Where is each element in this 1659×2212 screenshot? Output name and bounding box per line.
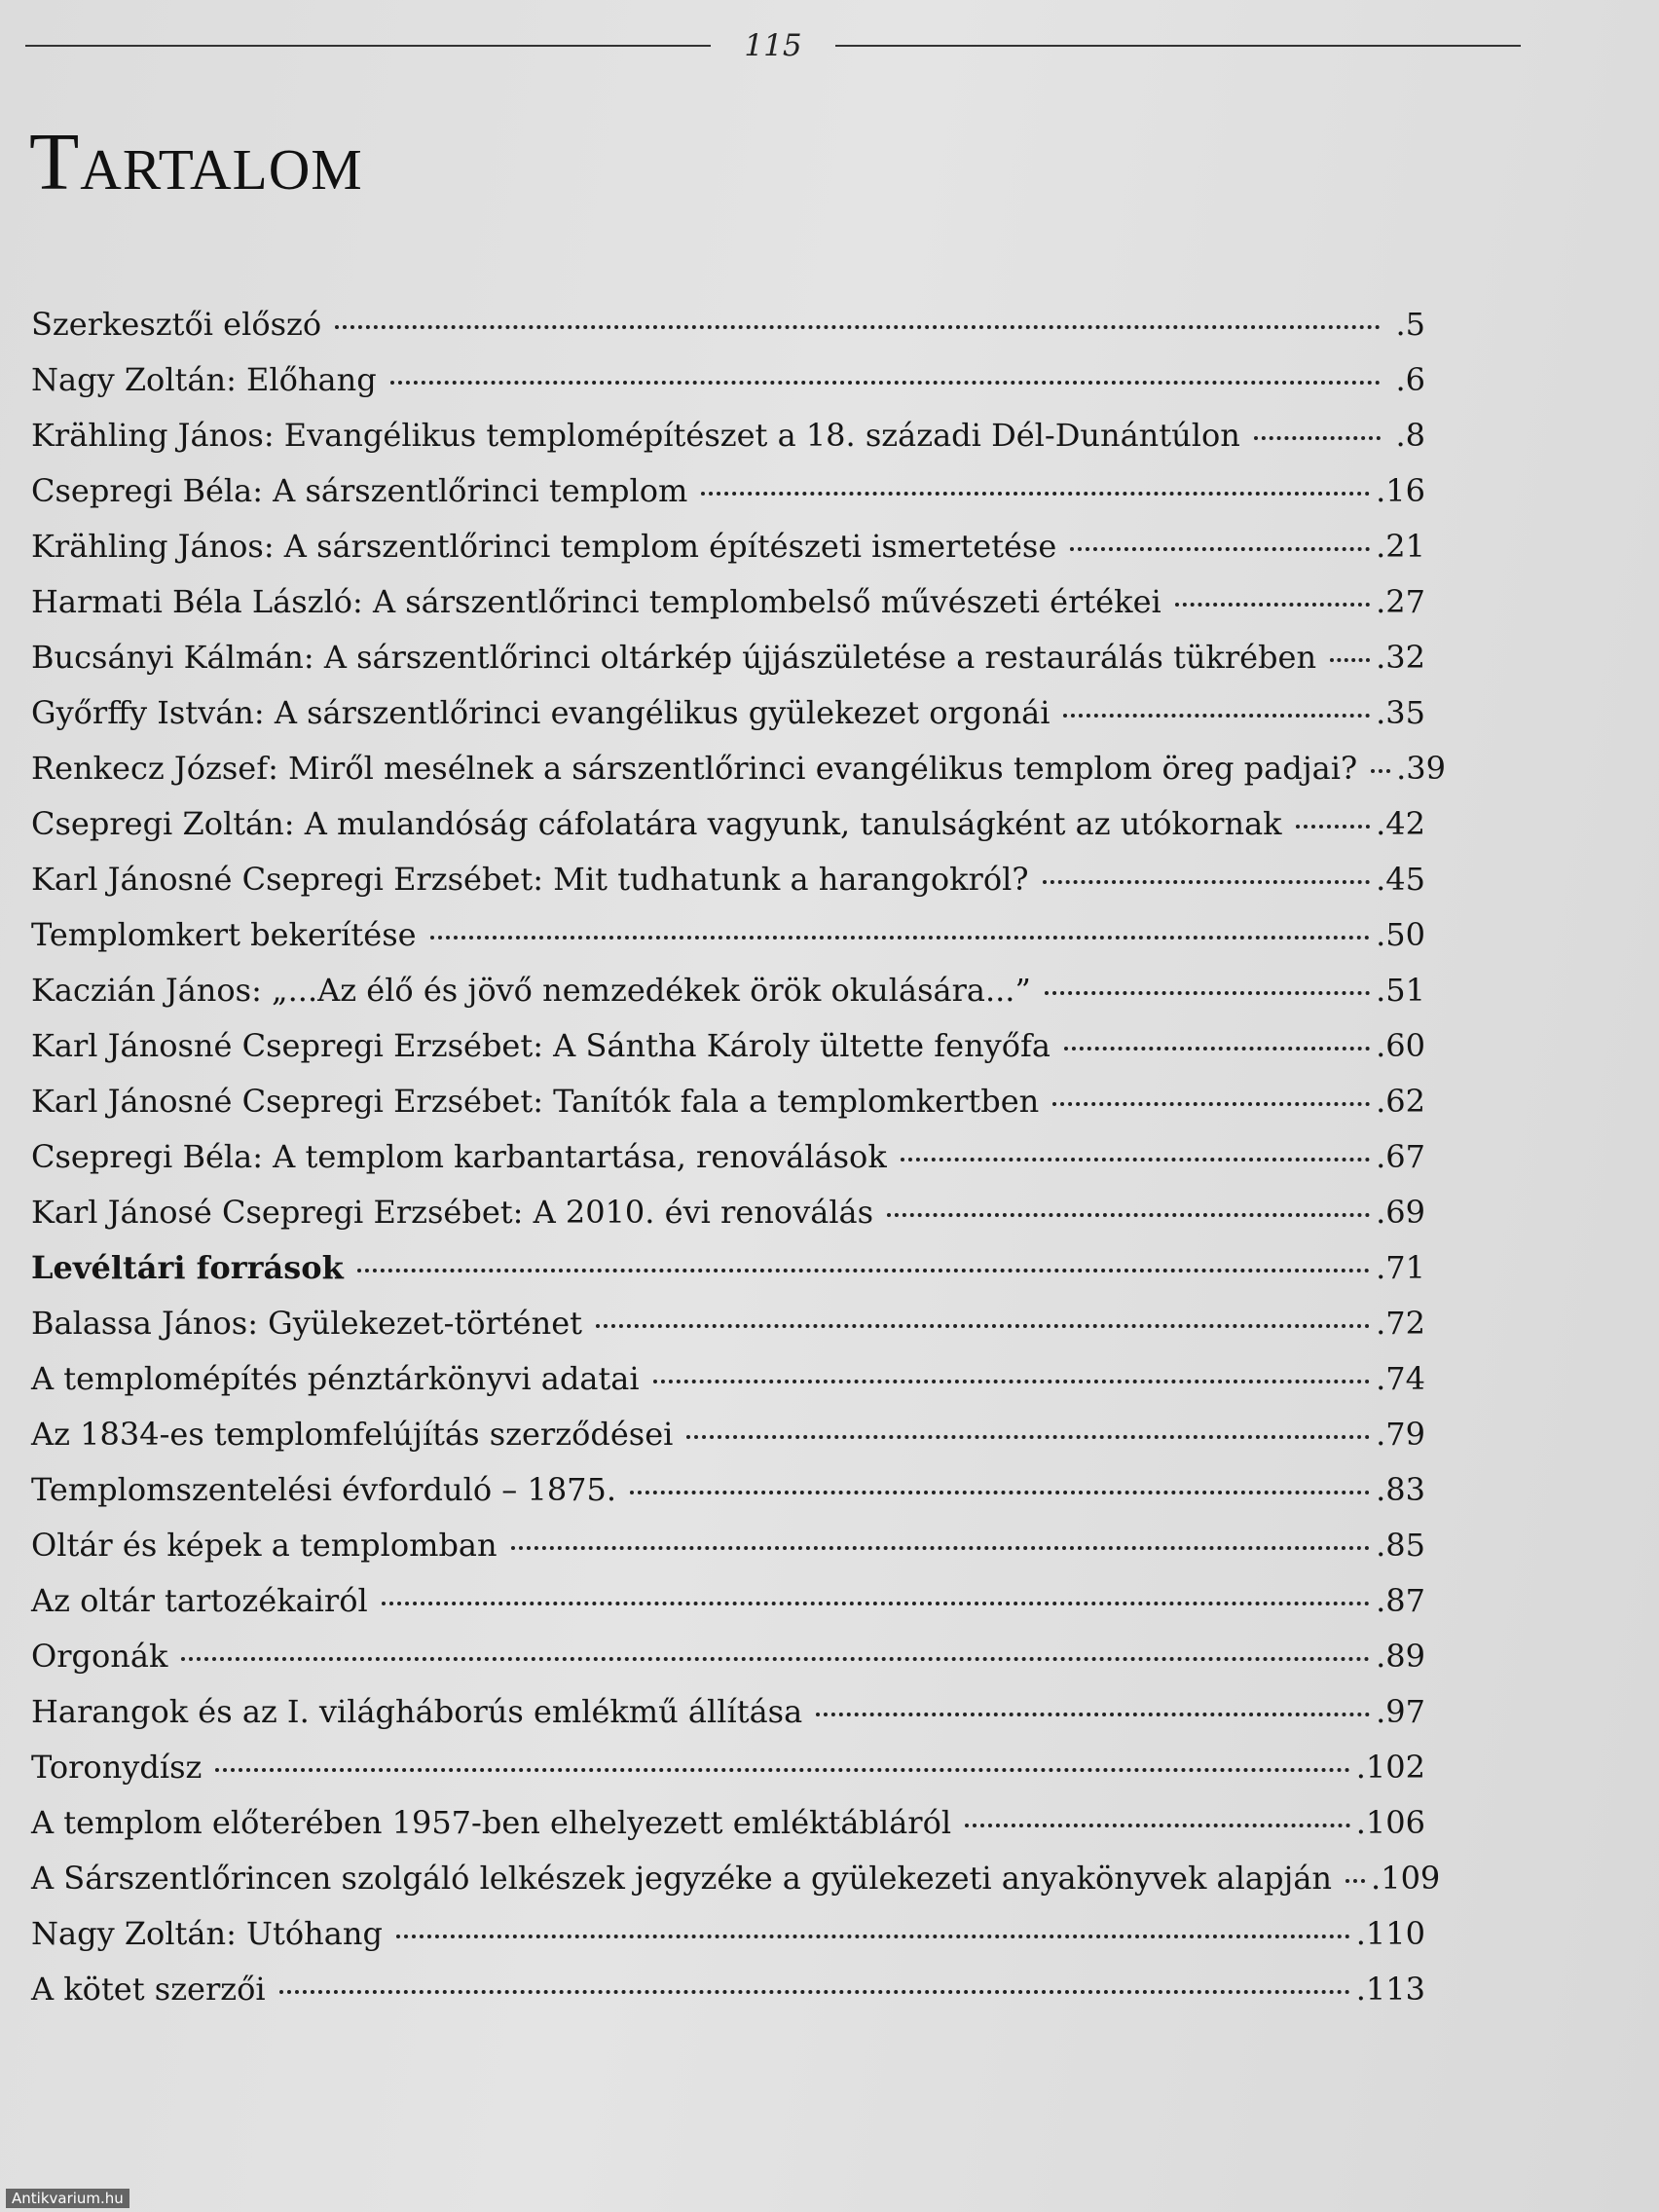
toc-entry-title: A Sárszentlőrincen szolgáló lelkészek jegyzéke a gyülekezeti anyakönyvek alapján — [31, 1860, 1333, 1897]
toc-entry — [31, 1185, 1425, 1240]
dot-leader — [181, 1657, 1370, 1661]
toc-entry-page: .87 — [1376, 1582, 1425, 1619]
dot-leader — [816, 1713, 1370, 1716]
dot-leader — [335, 325, 1381, 329]
toc-entry-title: Győrffy István: A sárszentlőrinci evangélikus gyülekezet orgonái — [31, 694, 1051, 731]
toc-entry-page: .8 — [1395, 417, 1425, 454]
dot-leader — [390, 381, 1381, 385]
header-rule-left — [25, 45, 711, 47]
dot-leader — [215, 1768, 1349, 1772]
toc-entry-title: A templom előterében 1957-ben elhelyezett emléktábláról — [31, 1804, 952, 1841]
toc-entry — [31, 1296, 1425, 1351]
toc-entry-page: .6 — [1395, 361, 1425, 398]
toc-entry-page: .85 — [1376, 1527, 1425, 1564]
toc-entry-page: .45 — [1376, 861, 1425, 898]
toc-entry-title: Renkecz József: Miről mesélnek a sárszentlőrinci evangélikus templom öreg padjai? — [31, 750, 1358, 787]
toc-entry-title: Balassa János: Gyülekezet-történet — [31, 1305, 582, 1342]
toc-entry-page: .27 — [1376, 583, 1425, 620]
toc-entry — [31, 1795, 1425, 1851]
toc-entry-page: .72 — [1376, 1305, 1425, 1342]
toc-entry-page: .110 — [1355, 1915, 1425, 1952]
toc-entry-title: Karl Jánosné Csepregi Erzsébet: Mit tudhatunk a harangokról? — [31, 861, 1029, 898]
toc-entry-title: Oltár és képek a templomban — [31, 1527, 498, 1564]
toc-entry — [31, 685, 1425, 741]
toc-entry-page: .79 — [1376, 1416, 1425, 1453]
toc-entry-title: A kötet szerzői — [31, 1971, 266, 2008]
toc-entry — [31, 796, 1425, 852]
toc-entry-page: .109 — [1371, 1860, 1441, 1897]
dot-leader — [1052, 1102, 1370, 1106]
toc-entry-title: Karl Jánosé Csepregi Erzsébet: A 2010. évi renoválás — [31, 1194, 874, 1231]
toc-entry-title: Nagy Zoltán: Előhang — [31, 361, 377, 398]
page-header — [25, 21, 1521, 70]
toc-entry-page: .35 — [1376, 694, 1425, 731]
toc-entry-page: .89 — [1376, 1638, 1425, 1675]
dot-leader — [279, 1990, 1350, 1994]
toc-entry-title: A templomépítés pénztárkönyvi adatai — [31, 1360, 640, 1397]
dot-leader — [653, 1380, 1371, 1383]
toc-entry-title: Csepregi Béla: A sárszentlőrinci templom — [31, 472, 688, 509]
toc-entry-title: Kaczián János: „...Az élő és jövő nemzedékek örök okulására...” — [31, 972, 1031, 1009]
toc-entry — [31, 1462, 1425, 1518]
toc-entry — [31, 963, 1425, 1018]
toc-entry-title: Az 1834-es templomfelújítás szerződései — [31, 1416, 674, 1453]
toc-entry-title: Levéltári források — [31, 1249, 344, 1286]
toc-entry — [31, 907, 1425, 963]
toc-entry-title: Az oltár tartozékairól — [31, 1582, 368, 1619]
toc-entry-title: Csepregi Zoltán: A mulandóság cáfolatára vagyunk, tanulságként az utókornak — [31, 805, 1282, 842]
dot-leader — [1175, 603, 1370, 607]
toc-entry-title: Bucsányi Kálmán: A sárszentlőrinci oltárkép újjászületése a restaurálás tükrében — [31, 639, 1317, 676]
toc-entry-title: Toronydísz — [31, 1749, 203, 1786]
toc-entry — [31, 1351, 1425, 1407]
toc-entry-title: Karl Jánosné Csepregi Erzsébet: A Sántha Károly ültette fenyőfa — [31, 1027, 1051, 1064]
dot-leader — [430, 936, 1371, 940]
toc-entry-page: .71 — [1376, 1249, 1425, 1286]
toc-entry-title: Krähling János: Evangélikus templomépítészet a 18. századi Dél-Dunántúlon — [31, 417, 1240, 454]
dot-leader — [396, 1935, 1350, 1938]
dot-leader — [596, 1324, 1370, 1328]
dot-leader — [1043, 880, 1371, 884]
toc-entry — [31, 1740, 1425, 1795]
dot-leader — [1371, 769, 1390, 773]
toc-entry-title: Orgonák — [31, 1638, 168, 1675]
toc-entry-page: .5 — [1395, 306, 1425, 343]
dot-leader — [630, 1491, 1370, 1494]
toc-entry-title: Harmati Béla László: A sárszentlőrinci templombelső művészeti értékei — [31, 583, 1161, 620]
table-of-contents — [31, 297, 1446, 2017]
toc-entry-page: .39 — [1396, 750, 1446, 787]
toc-entry-page: .50 — [1376, 916, 1425, 953]
dot-leader — [901, 1158, 1370, 1161]
toc-entry — [31, 352, 1425, 408]
dot-leader — [965, 1824, 1350, 1827]
toc-entry — [31, 852, 1425, 907]
dot-leader — [1330, 658, 1370, 662]
dot-leader — [357, 1269, 1370, 1272]
dot-leader — [1045, 991, 1370, 995]
toc-entry — [31, 1518, 1425, 1573]
dot-leader — [1296, 825, 1371, 829]
toc-entry-page: .74 — [1376, 1360, 1425, 1397]
toc-entry — [31, 1129, 1425, 1185]
dot-leader — [887, 1213, 1370, 1217]
toc-entry-title: Krähling János: A sárszentlőrinci templom építészeti ismertetése — [31, 528, 1057, 565]
dot-leader — [1070, 547, 1370, 551]
toc-entry-page: .60 — [1376, 1027, 1425, 1064]
toc-entry-page: .21 — [1376, 528, 1425, 565]
dot-leader — [382, 1602, 1370, 1605]
toc-entry-title: Templomkert bekerítése — [31, 916, 417, 953]
toc-entry-page: .83 — [1376, 1471, 1425, 1508]
toc-entry — [31, 1684, 1425, 1740]
toc-entry — [31, 741, 1446, 796]
toc-entry — [31, 1074, 1425, 1129]
toc-entry — [31, 1407, 1425, 1462]
toc-entry-page: .69 — [1376, 1194, 1425, 1231]
toc-entry — [31, 297, 1425, 352]
toc-entry-page: .51 — [1376, 972, 1425, 1009]
toc-entry — [31, 519, 1425, 574]
toc-entry-title: Harangok és az I. világháborús emlékmű állítása — [31, 1693, 803, 1730]
toc-entry-title: Nagy Zoltán: Utóhang — [31, 1915, 383, 1952]
toc-entry — [31, 630, 1425, 685]
header-rule-right — [835, 45, 1521, 47]
toc-entry-page: .32 — [1376, 639, 1425, 676]
toc-entry-page: .102 — [1355, 1749, 1425, 1786]
toc-entry-page: .16 — [1376, 472, 1425, 509]
toc-entry — [31, 574, 1425, 630]
toc-entry — [31, 1851, 1441, 1906]
toc-entry-title: Szerkesztői előszó — [31, 306, 322, 343]
dot-leader — [1254, 436, 1381, 440]
toc-entry-page: .106 — [1355, 1804, 1425, 1841]
toc-entry-page: .62 — [1376, 1083, 1425, 1120]
toc-entry-page: .113 — [1355, 1971, 1425, 2008]
toc-entry — [31, 463, 1425, 519]
toc-entry-page: .97 — [1376, 1693, 1425, 1730]
toc-entry — [31, 1962, 1425, 2017]
toc-entry — [31, 1629, 1425, 1684]
toc-entry — [31, 408, 1425, 463]
toc-entry — [31, 1573, 1425, 1629]
page-title: Tartalom — [29, 117, 363, 207]
toc-entry — [31, 1240, 1425, 1296]
toc-entry-title: Karl Jánosné Csepregi Erzsébet: Tanítók fala a templomkertben — [31, 1083, 1040, 1120]
dot-leader — [686, 1435, 1370, 1439]
dot-leader — [701, 492, 1370, 496]
toc-entry — [31, 1906, 1425, 1962]
toc-entry-title: Csepregi Béla: A templom karbantartása, renoválások — [31, 1138, 887, 1175]
toc-entry — [31, 1018, 1425, 1074]
dot-leader — [1346, 1879, 1365, 1883]
toc-entry-page: .67 — [1376, 1138, 1425, 1175]
dot-leader — [511, 1546, 1371, 1550]
toc-entry-title: Templomszentelési évforduló – 1875. — [31, 1471, 617, 1508]
toc-entry-page: .42 — [1376, 805, 1425, 842]
page-number: 115 — [744, 28, 802, 63]
dot-leader — [1064, 1047, 1370, 1051]
dot-leader — [1063, 714, 1370, 718]
watermark: Antikvarium.hu — [6, 2189, 129, 2208]
